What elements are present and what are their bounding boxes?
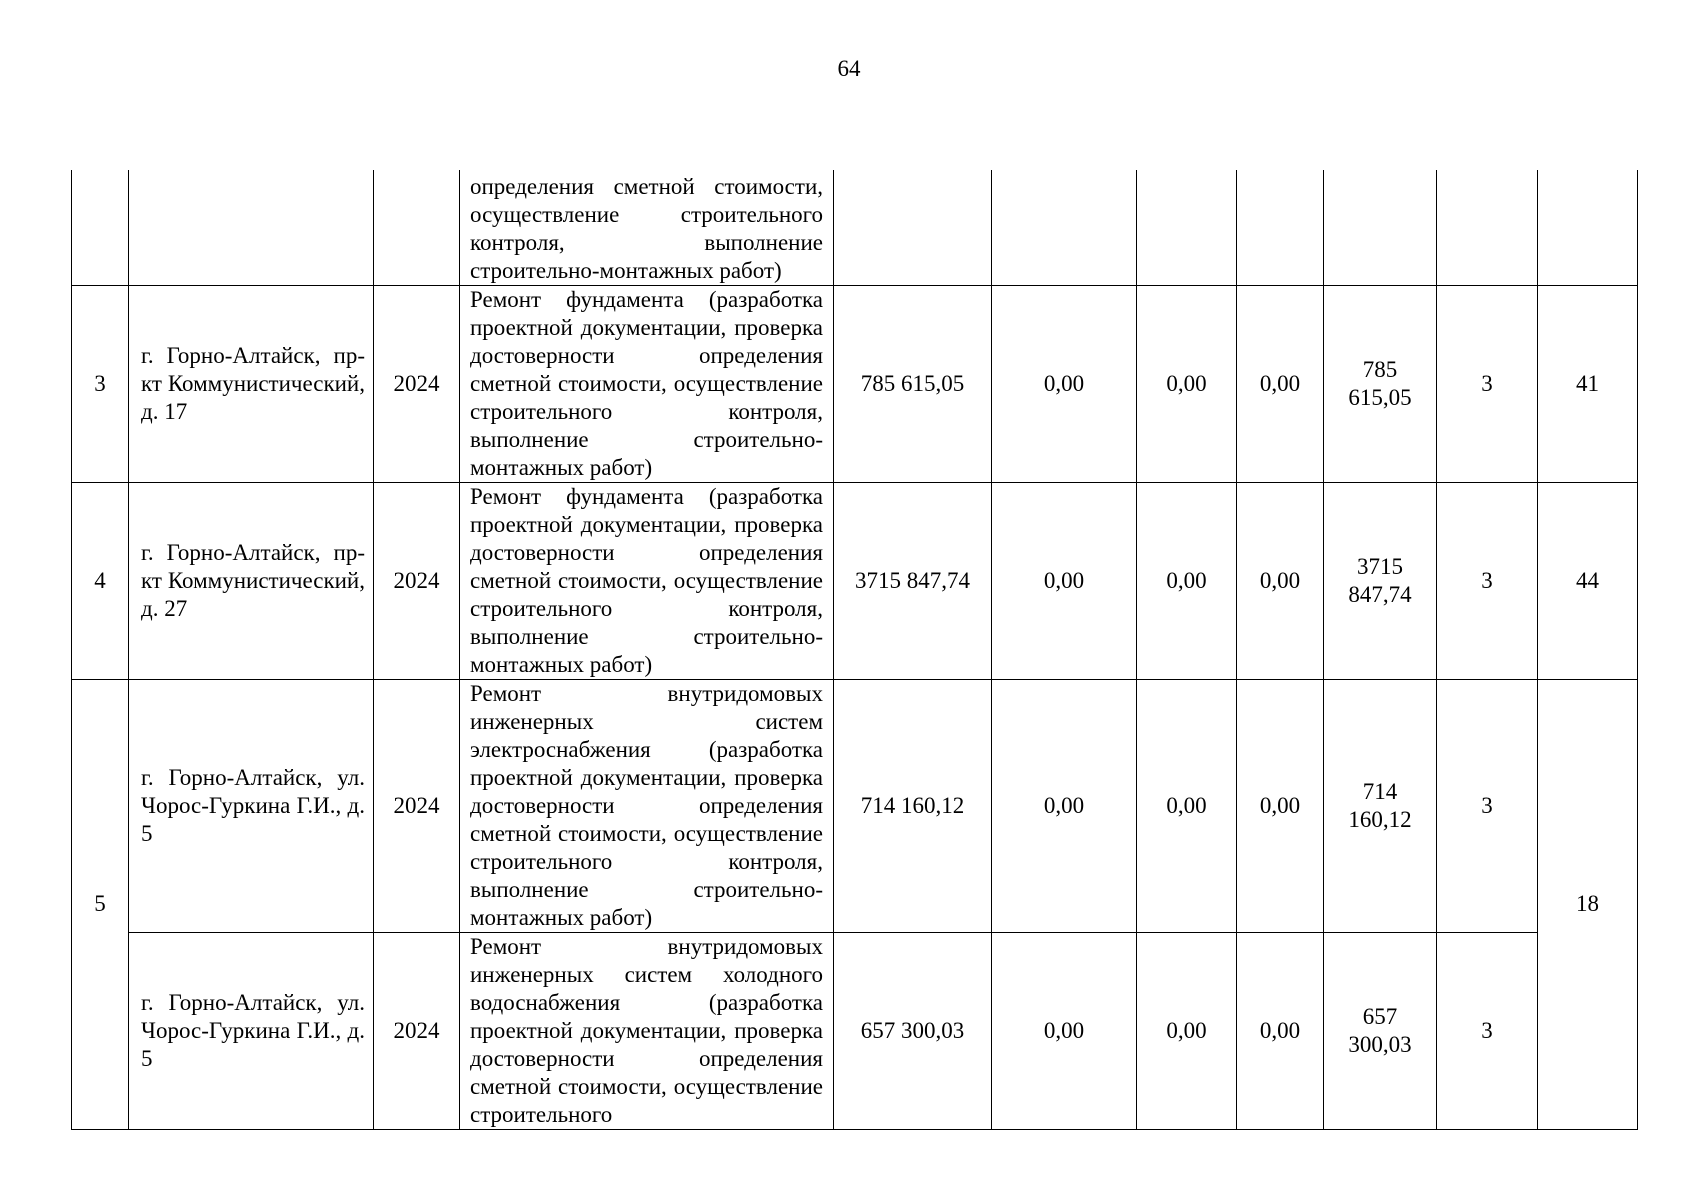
cell-address: г. Горно-Алтайск, ул. Чорос-Гуркина Г.И., д. 5 bbox=[129, 679, 374, 932]
cell-fund-2: 0,00 bbox=[1137, 482, 1237, 679]
cell-fund-5: 3 bbox=[1437, 285, 1538, 482]
cell-fund-4: 3715 847,74 bbox=[1324, 482, 1437, 679]
cell-year: 2024 bbox=[374, 679, 460, 932]
cell-fund-3: 0,00 bbox=[1237, 679, 1324, 932]
cell-fund-3 bbox=[1237, 170, 1324, 285]
table-row bbox=[72, 932, 1638, 1129]
cell-number: 4 bbox=[72, 482, 129, 679]
cell-fund-1: 0,00 bbox=[992, 482, 1137, 679]
cell-total-cost: 3715 847,74 bbox=[834, 482, 992, 679]
cell-total-cost: 657 300,03 bbox=[834, 932, 992, 1129]
cell-fund-5: 3 bbox=[1437, 482, 1538, 679]
cell-fund-5 bbox=[1437, 170, 1538, 285]
cell-address bbox=[129, 170, 374, 285]
cell-fund-6: 41 bbox=[1538, 285, 1638, 482]
cell-work-description: Ремонт фундамента (разработка проектной документации, проверка достоверности определения сметной стоимости, осуществление строительного контроля, выполнение строительно-монтажных работ) bbox=[460, 482, 834, 679]
page-number: 64 bbox=[837, 56, 861, 81]
cell-work-description: определения сметной стоимости, осуществление строительного контроля, выполнение строительно-монтажных работ) bbox=[460, 170, 834, 285]
cell-fund-1: 0,00 bbox=[992, 679, 1137, 932]
cell-fund-2: 0,00 bbox=[1137, 932, 1237, 1129]
cell-year: 2024 bbox=[374, 482, 460, 679]
cell-number: 5 bbox=[72, 679, 129, 1129]
cell-fund-2: 0,00 bbox=[1137, 285, 1237, 482]
program-table bbox=[71, 170, 1638, 1130]
cell-fund-6: 18 bbox=[1538, 679, 1638, 1129]
cell-fund-2: 0,00 bbox=[1137, 679, 1237, 932]
cell-work-description: Ремонт внутридомовых инженерных систем холодного водоснабжения (разработка проектной документации, проверка достоверности определения сметной стоимости, осуществление строительного bbox=[460, 932, 834, 1129]
table-row-continuation bbox=[72, 170, 1638, 285]
cell-fund-2 bbox=[1137, 170, 1237, 285]
cell-year: 2024 bbox=[374, 932, 460, 1129]
cell-fund-5: 3 bbox=[1437, 932, 1538, 1129]
cell-total-cost: 714 160,12 bbox=[834, 679, 992, 932]
cell-address: г. Горно-Алтайск, пр-кт Коммунистический, д. 27 bbox=[129, 482, 374, 679]
cell-fund-5: 3 bbox=[1437, 679, 1538, 932]
cell-fund-3: 0,00 bbox=[1237, 482, 1324, 679]
cell-fund-3: 0,00 bbox=[1237, 932, 1324, 1129]
table-row bbox=[72, 679, 1638, 932]
cell-address: г. Горно-Алтайск, ул. Чорос-Гуркина Г.И., д. 5 bbox=[129, 932, 374, 1129]
cell-fund-4 bbox=[1324, 170, 1437, 285]
cell-fund-1 bbox=[992, 170, 1137, 285]
cell-fund-4: 785 615,05 bbox=[1324, 285, 1437, 482]
cell-address: г. Горно-Алтайск, пр-кт Коммунистический, д. 17 bbox=[129, 285, 374, 482]
cell-year: 2024 bbox=[374, 285, 460, 482]
cell-total-cost: 785 615,05 bbox=[834, 285, 992, 482]
cell-work-description: Ремонт фундамента (разработка проектной документации, проверка достоверности определения сметной стоимости, осуществление строительного контроля, выполнение строительно-монтажных работ) bbox=[460, 285, 834, 482]
cell-number: 3 bbox=[72, 285, 129, 482]
cell-fund-4: 714 160,12 bbox=[1324, 679, 1437, 932]
table-row bbox=[72, 482, 1638, 679]
cell-year bbox=[374, 170, 460, 285]
cell-fund-1: 0,00 bbox=[992, 285, 1137, 482]
cell-fund-1: 0,00 bbox=[992, 932, 1137, 1129]
cell-fund-6 bbox=[1538, 170, 1638, 285]
cell-fund-3: 0,00 bbox=[1237, 285, 1324, 482]
cell-work-description: Ремонт внутридомовых инженерных систем электроснабжения (разработка проектной документации, проверка достоверности определения сметной стоимости, осуществление строительного контроля, выполнение строительно-монтажных работ) bbox=[460, 679, 834, 932]
table-row bbox=[72, 285, 1638, 482]
cell-fund-4: 657 300,03 bbox=[1324, 932, 1437, 1129]
cell-total-cost bbox=[834, 170, 992, 285]
cell-number bbox=[72, 170, 129, 285]
cell-fund-6: 44 bbox=[1538, 482, 1638, 679]
